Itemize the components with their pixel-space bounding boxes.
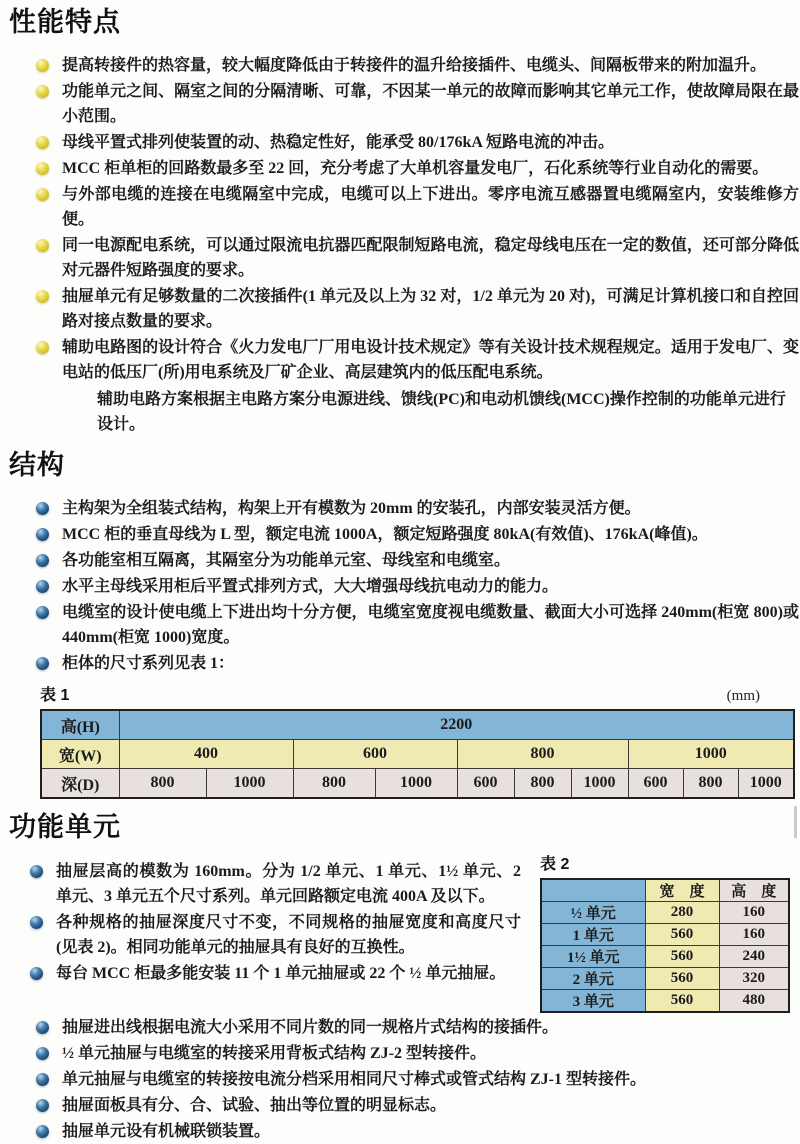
list-item	[0, 1119, 800, 1144]
bullet-sphere-icon	[36, 188, 49, 201]
depth-value-cell: 800	[514, 769, 571, 799]
bullet-sphere-icon	[36, 502, 49, 515]
bullet-sphere-icon	[36, 606, 49, 619]
bullet-text: 抽屉面板具有分、合、试验、抽出等位置的明显标志。	[62, 1097, 447, 1114]
bullet-sphere-icon	[36, 1099, 49, 1112]
bullet-sphere-icon	[36, 1125, 49, 1138]
table-row	[541, 902, 789, 924]
list-item	[0, 651, 800, 676]
width-value-cell: 1000	[628, 740, 794, 769]
functional-units-columns	[0, 851, 800, 1013]
section-functional-units	[0, 811, 800, 1144]
list-item	[0, 961, 540, 986]
bullet-text: 每台 MCC 柜最多能安装 11 个 1 单元抽屉或 22 个 ½ 单元抽屉。	[56, 965, 506, 982]
bullet-text: MCC 柜的垂直母线为 L 型，额定电流 1000A，额定短路强度 80kA(有效值)、176kA(峰值)。	[62, 526, 708, 543]
depth-value-cell: 1000	[738, 769, 794, 799]
bullet-text: 功能单元之间、隔室之间的分隔清晰、可靠，不因某一单元的故障而影响其它单元工作，使故障局限在最小范围。	[62, 83, 799, 125]
bullet-sphere-icon	[36, 85, 49, 98]
width-value-cell: 800	[457, 740, 628, 769]
structure-list	[0, 496, 800, 676]
bullet-sphere-icon	[36, 290, 49, 303]
bullet-sphere-icon	[36, 59, 49, 72]
depth-value-cell: 1000	[375, 769, 457, 799]
list-item	[0, 1041, 800, 1066]
list-item	[0, 53, 800, 78]
list-item	[0, 284, 800, 334]
table1-block	[40, 682, 782, 799]
unit-label-cell: 1½ 单元	[541, 946, 645, 968]
bullet-sphere-icon	[36, 239, 49, 252]
depth-value-cell: 800	[119, 769, 206, 799]
bullet-sphere-icon	[36, 1073, 49, 1086]
unit-label-cell: 1 单元	[541, 924, 645, 946]
scan-artifact	[794, 806, 797, 838]
list-item	[0, 522, 800, 547]
depth-value-cell: 1000	[571, 769, 628, 799]
bullet-text: 水平主母线采用柜后平置式排列方式，大大增强母线抗电动力的能力。	[62, 578, 559, 595]
width-cell: 560	[645, 990, 719, 1013]
performance-list	[0, 53, 800, 437]
table1-caption-row	[40, 682, 760, 705]
bullet-text: 各种规格的抽屉深度尺寸不变，不同规格的抽屉宽度和高度尺寸(见表 2)。相同功能单元的抽屉具有良好的互换性。	[56, 914, 521, 956]
depth-value-cell: 600	[628, 769, 683, 799]
list-item	[0, 130, 800, 155]
depth-value-cell: 800	[683, 769, 738, 799]
bullet-text: 提高转接件的热容量，较大幅度降低由于转接件的温升给接插件、电缆头、间隔板带来的附加温升。	[62, 57, 767, 74]
width-cell: 280	[645, 902, 719, 924]
bullet-text: 辅助电路图的设计符合《火力发电厂厂用电设计技术规定》等有关设计技术规程规定。适用于发电厂、变电站的低压厂(所)用电系统及厂矿企业、高层建筑内的低压配电系统。	[62, 339, 799, 381]
bullet-text: 单元抽屉与电缆室的转接按电流分档采用相同尺寸棒式或管式结构 ZJ-1 型转接件。	[62, 1071, 647, 1088]
col-header-height: 高 度	[719, 879, 789, 902]
performance-note: 辅助电路方案根据主电路方案分电源进线、馈线(PC)和电动机馈线(MCC)操作控制的功能单元进行设计。	[97, 391, 786, 433]
width-value-cell: 400	[119, 740, 293, 769]
unit-label-cell: 3 单元	[541, 990, 645, 1013]
table-row-width	[41, 740, 794, 769]
table-row-height	[41, 710, 794, 740]
bullet-text: 柜体的尺寸系列见表 1：	[62, 655, 235, 672]
bullet-text: 抽屉单元设有机械联锁装置。	[62, 1123, 271, 1140]
table-row-depth	[41, 769, 794, 799]
bullet-sphere-icon	[36, 657, 49, 670]
depth-value-cell: 800	[293, 769, 375, 799]
bullet-text: 主构架为全组装式结构，构架上开有模数为 20mm 的安装孔，内部安装灵活方便。	[62, 500, 641, 517]
corner-cell	[541, 879, 645, 902]
section-title-functional-units: 功能单元	[9, 812, 121, 842]
bullet-sphere-icon	[30, 967, 43, 980]
height-cell: 160	[719, 902, 789, 924]
bullet-text: 同一电源配电系统，可以通过限流电抗器匹配限制短路电流，稳定母线电压在一定的数值，还可部分降低对元器件短路强度的要求。	[62, 237, 799, 279]
bullet-text: 母线平置式排列使装置的动、热稳定性好，能承受 80/176kA 短路电流的冲击。	[62, 134, 615, 151]
list-item	[0, 574, 800, 599]
bullet-text: 电缆室的设计使电缆上下进出均十分方便，电缆室宽度视电缆数量、截面大小可选择 240mm(柜宽 800)或 440mm(柜宽 1000)宽度。	[62, 604, 799, 646]
table-row	[541, 990, 789, 1013]
bullet-text: 与外部电缆的连接在电缆隔室中完成，电缆可以上下进出。零序电流互感器置电缆隔室内，安装维修方便。	[62, 186, 799, 228]
table2-block	[540, 851, 792, 1013]
depth-value-cell: 1000	[206, 769, 293, 799]
section-structure	[0, 449, 800, 799]
functional-units-text-column	[0, 851, 540, 1013]
width-cell: 560	[645, 968, 719, 990]
section-performance	[0, 6, 800, 437]
row-header-depth: 深(D)	[41, 769, 119, 799]
cabinet-dimensions-table	[40, 709, 795, 799]
height-cell: 320	[719, 968, 789, 990]
table1-unit: (mm)	[726, 688, 760, 704]
unit-label-cell: 2 单元	[541, 968, 645, 990]
table1-label: 表 1	[40, 687, 70, 704]
col-header-width: 宽 度	[645, 879, 719, 902]
bullet-sphere-icon	[36, 554, 49, 567]
unit-label-cell: ½ 单元	[541, 902, 645, 924]
list-item	[0, 1093, 800, 1118]
bullet-sphere-icon	[36, 580, 49, 593]
bullet-sphere-icon	[30, 916, 43, 929]
list-item	[0, 859, 540, 909]
functional-units-rest-list	[0, 1015, 800, 1144]
bullet-text: 各功能室相互隔离，其隔室分为功能单元室、母线室和电缆室。	[62, 552, 511, 569]
bullet-text: ½ 单元抽屉与电缆室的转接采用背板式结构 ZJ-2 型转接件。	[62, 1045, 487, 1062]
row-header-height: 高(H)	[41, 710, 119, 740]
list-item	[0, 548, 800, 573]
table2-caption-row	[540, 851, 792, 874]
bullet-sphere-icon	[36, 162, 49, 175]
height-value-cell: 2200	[119, 710, 794, 740]
bullet-sphere-icon	[36, 1021, 49, 1034]
list-item	[0, 335, 800, 385]
width-value-cell: 600	[293, 740, 457, 769]
drawer-unit-dimensions-table	[540, 878, 790, 1013]
height-cell: 160	[719, 924, 789, 946]
bullet-sphere-icon	[36, 528, 49, 541]
list-item	[0, 1015, 800, 1040]
depth-value-cell: 600	[457, 769, 514, 799]
list-item	[0, 182, 800, 232]
bullet-sphere-icon	[30, 865, 43, 878]
table-row	[541, 924, 789, 946]
width-cell: 560	[645, 946, 719, 968]
bullet-sphere-icon	[36, 136, 49, 149]
bullet-text: 抽屉层高的模数为 160mm。分为 1/2 单元、1 单元、1½ 单元、2 单元、3 单元五个尺寸系列。单元回路额定电流 400A 及以下。	[56, 863, 521, 905]
list-item	[0, 156, 800, 181]
row-header-width: 宽(W)	[41, 740, 119, 769]
list-item	[0, 496, 800, 521]
list-item	[0, 1067, 800, 1092]
list-item	[0, 233, 800, 283]
table-header-row	[541, 879, 789, 902]
bullet-sphere-icon	[36, 1047, 49, 1060]
table-row	[541, 946, 789, 968]
height-cell: 240	[719, 946, 789, 968]
table2-label: 表 2	[540, 856, 570, 873]
list-item	[0, 79, 800, 129]
bullet-text: 抽屉单元有足够数量的二次接插件(1 单元及以上为 32 对，1/2 单元为 20 对)，可满足计算机接口和自控回路对接点数量的要求。	[62, 288, 799, 330]
list-item	[0, 600, 800, 650]
section-title-structure: 结构	[9, 450, 65, 480]
bullet-sphere-icon	[36, 341, 49, 354]
bullet-text: MCC 柜单柜的回路数最多至 22 回，充分考虑了大单机容量发电厂，石化系统等行业自动化的需要。	[62, 160, 769, 177]
width-cell: 560	[645, 924, 719, 946]
bullet-text: 抽屉进出线根据电流大小采用不同片数的同一规格片式结构的接插件。	[62, 1019, 559, 1036]
list-item	[0, 910, 540, 960]
table-row	[541, 968, 789, 990]
height-cell: 480	[719, 990, 789, 1013]
section-title-performance: 性能特点	[9, 7, 121, 37]
